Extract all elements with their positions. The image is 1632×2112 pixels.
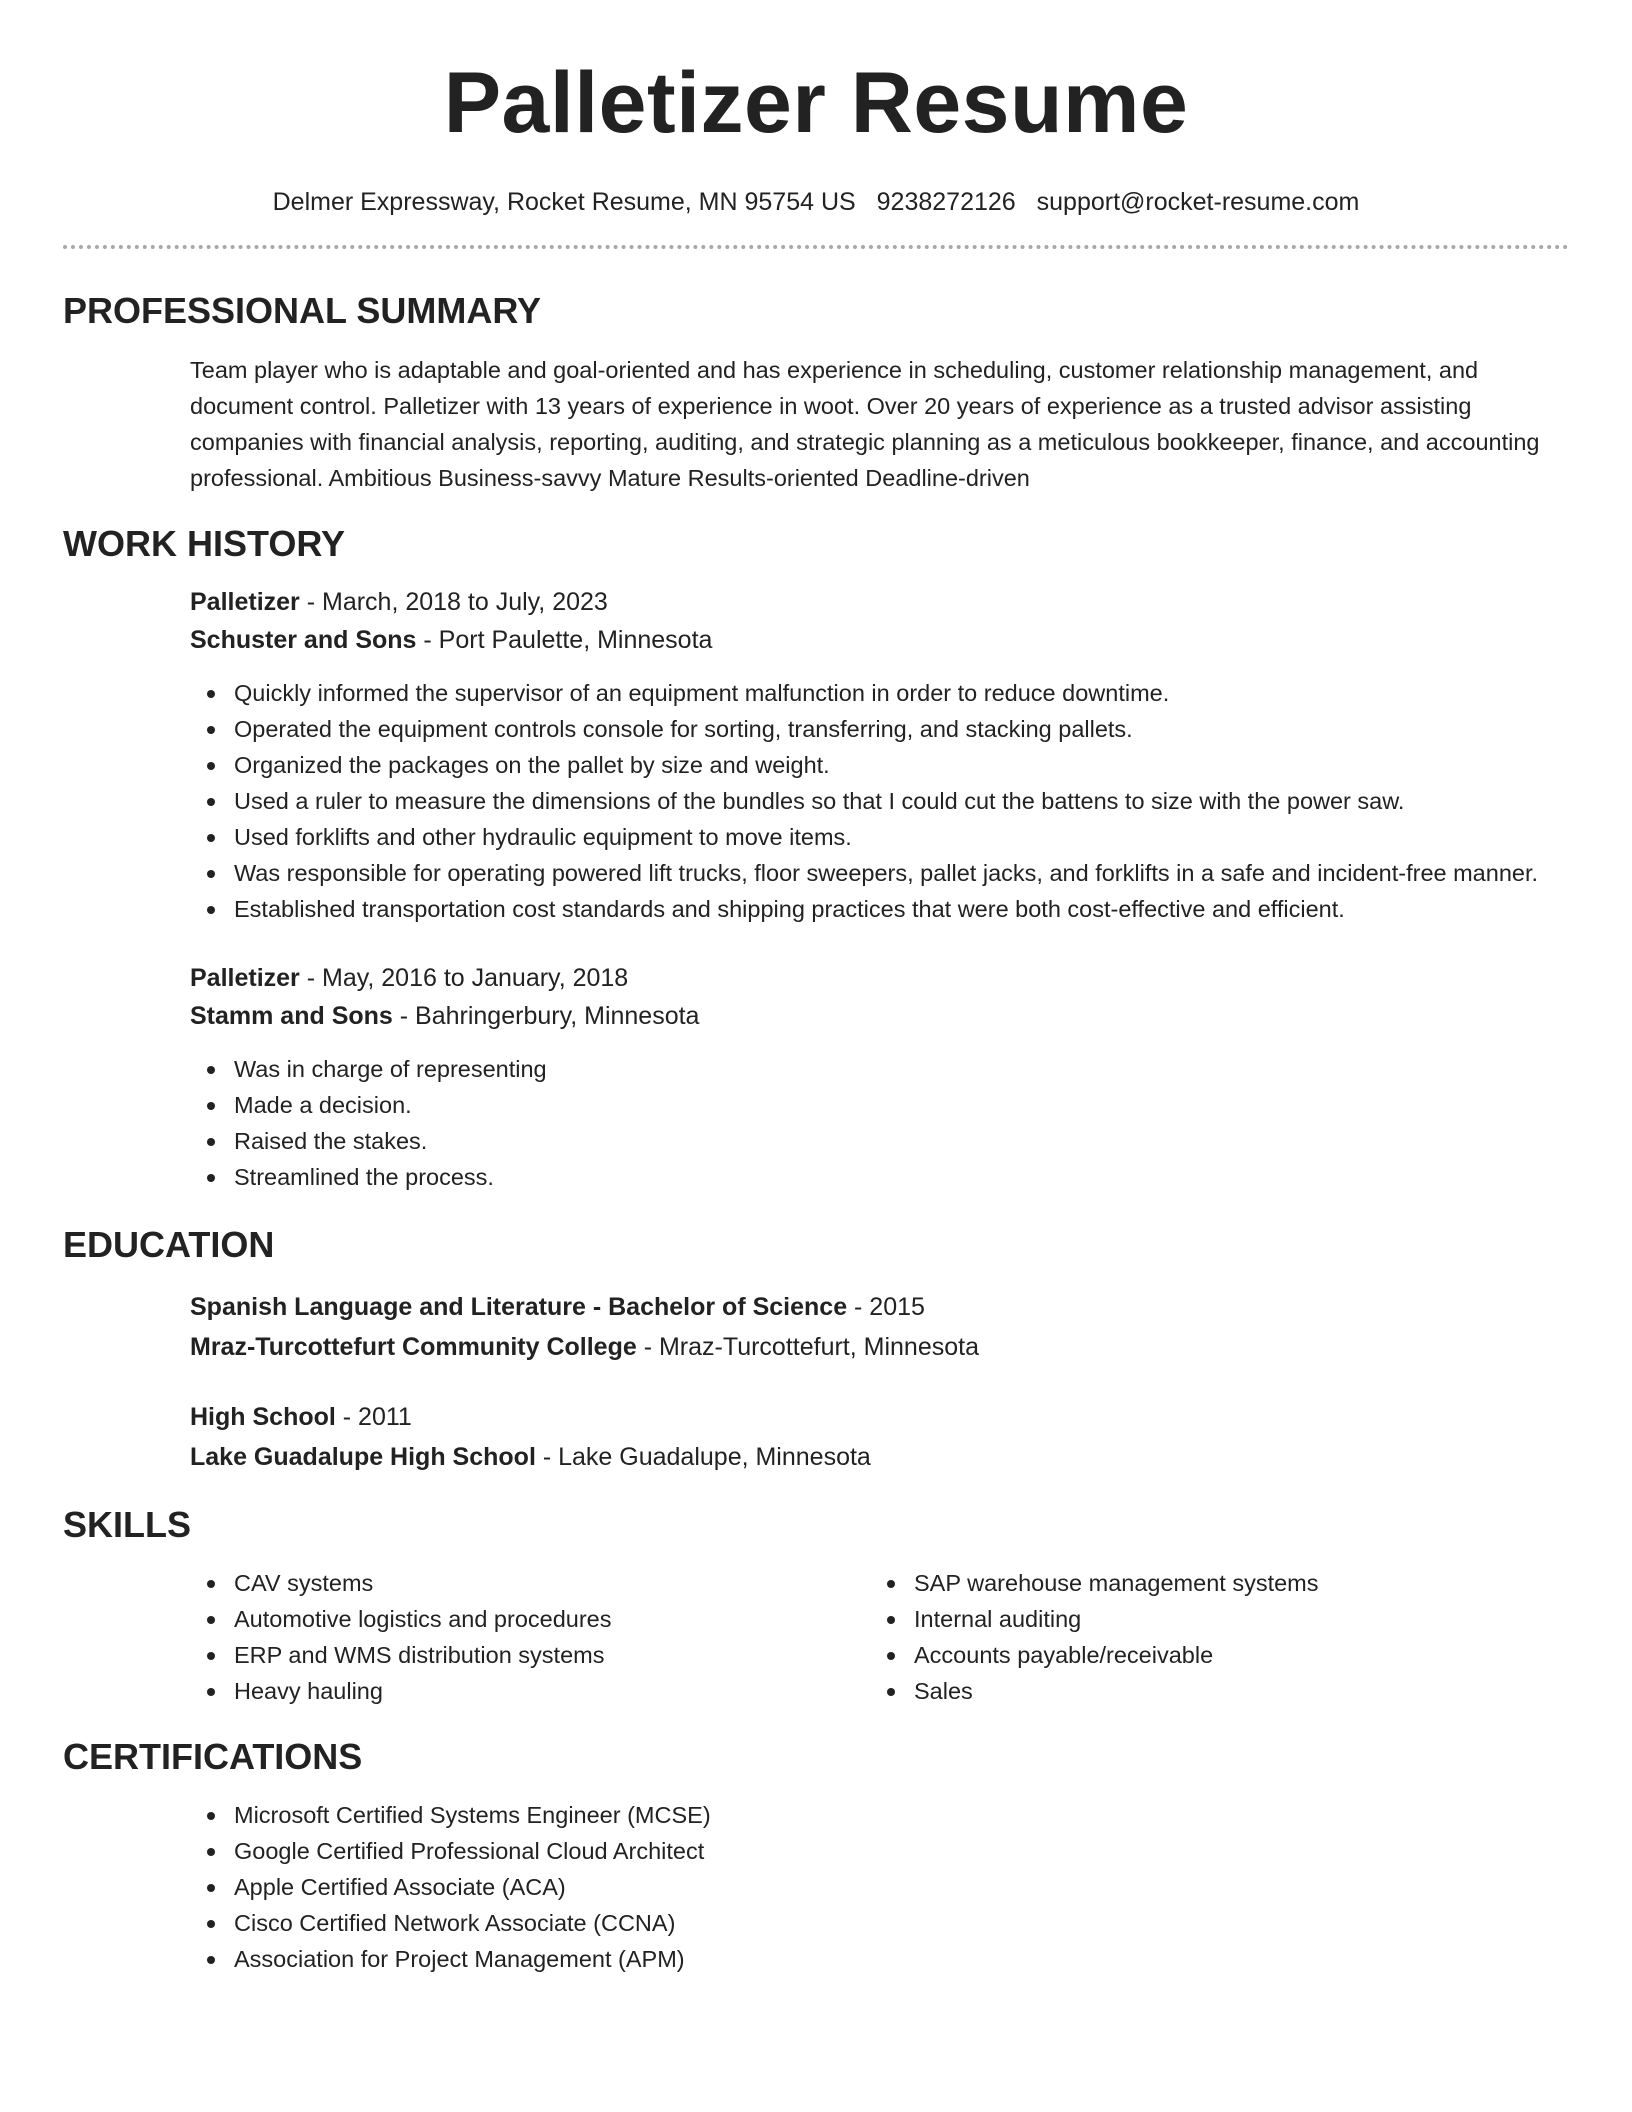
list-item: Was in charge of representing [190, 1051, 1569, 1087]
job-title: Palletizer [190, 964, 300, 992]
job-title-line [190, 959, 1569, 997]
degree: High School [190, 1403, 336, 1431]
job-duties-list [190, 675, 1569, 927]
school-line [190, 1327, 1569, 1367]
degree: Spanish Language and Literature - Bachelor of Science [190, 1293, 848, 1321]
school: Lake Guadalupe High School [190, 1443, 536, 1471]
list-item: Organized the packages on the pallet by size and weight. [190, 747, 1569, 783]
job-entry [190, 583, 1569, 659]
degree-year: - 2011 [335, 1403, 412, 1431]
skills-list-right [870, 1565, 1470, 1709]
header-divider [63, 245, 1569, 249]
list-item: Sales [870, 1673, 1470, 1709]
certifications-heading: CERTIFICATIONS [63, 1736, 363, 1777]
skills-list-left [190, 1565, 870, 1709]
certifications-list [190, 1797, 1569, 1977]
list-item: Streamlined the process. [190, 1159, 1569, 1195]
education-entry [190, 1397, 1569, 1477]
job-location: - Bahringerbury, Minnesota [392, 1002, 700, 1030]
list-item: Apple Certified Associate (ACA) [190, 1869, 1569, 1905]
education-entry [190, 1287, 1569, 1367]
summary-text: Team player who is adaptable and goal-oriented and has experience in scheduling, customer relationship management, and document control. Palletizer with 13 years of experience in woot. Over 20 years of experience as a trusted advisor assisting companies with financial analysis, reporting, auditing, and strategic planning as a meticulous bookkeeper, finance, and accounting professional. Ambitious Business-savvy Mature Results-oriented Deadline-driven [190, 357, 1540, 491]
list-item: Microsoft Certified Systems Engineer (MCSE) [190, 1797, 1569, 1833]
list-item: Made a decision. [190, 1087, 1569, 1123]
resume-title: Palletizer Resume [443, 55, 1189, 151]
skills-grid [190, 1565, 1569, 1709]
list-item: Cisco Certified Network Associate (CCNA) [190, 1905, 1569, 1941]
contact-info [63, 188, 1569, 217]
list-item: Used forklifts and other hydraulic equipment to move items. [190, 819, 1569, 855]
list-item: CAV systems [190, 1565, 870, 1601]
degree-year: - 2015 [847, 1293, 925, 1321]
list-item: Established transportation cost standards and shipping practices that were both cost-effective and efficient. [190, 891, 1569, 927]
education-heading: EDUCATION [63, 1224, 275, 1265]
job-title: Palletizer [190, 588, 300, 616]
list-item: Automotive logistics and procedures [190, 1601, 870, 1637]
job-company: Stamm and Sons [190, 1002, 393, 1030]
degree-line [190, 1287, 1569, 1327]
contact-address: Delmer Expressway, Rocket Resume, MN 95754 US [272, 188, 856, 216]
job-company-line [190, 997, 1569, 1035]
work-history-heading: WORK HISTORY [63, 523, 346, 564]
school: Mraz-Turcottefurt Community College [190, 1333, 637, 1361]
list-item: Raised the stakes. [190, 1123, 1569, 1159]
list-item: SAP warehouse management systems [870, 1565, 1470, 1601]
school-line [190, 1437, 1569, 1477]
job-duties-list [190, 1051, 1569, 1195]
summary-heading: PROFESSIONAL SUMMARY [63, 290, 542, 331]
job-location: - Port Paulette, Minnesota [416, 626, 713, 654]
job-dates: - March, 2018 to July, 2023 [299, 588, 608, 616]
job-title-line [190, 583, 1569, 621]
contact-phone: 9238272126 [876, 188, 1016, 216]
job-entry [190, 959, 1569, 1035]
list-item: Heavy hauling [190, 1673, 870, 1709]
list-item: Used a ruler to measure the dimensions of the bundles so that I could cut the battens to size with the power saw. [190, 783, 1569, 819]
job-company-line [190, 621, 1569, 659]
job-company: Schuster and Sons [190, 626, 417, 654]
list-item: Operated the equipment controls console for sorting, transferring, and stacking pallets. [190, 711, 1569, 747]
job-dates: - May, 2016 to January, 2018 [299, 964, 629, 992]
degree-line [190, 1397, 1569, 1437]
list-item: Google Certified Professional Cloud Architect [190, 1833, 1569, 1869]
contact-email: support@rocket-resume.com [1036, 188, 1360, 216]
list-item: ERP and WMS distribution systems [190, 1637, 870, 1673]
school-location: - Lake Guadalupe, Minnesota [535, 1443, 871, 1471]
school-location: - Mraz-Turcottefurt, Minnesota [636, 1333, 979, 1361]
list-item: Quickly informed the supervisor of an equipment malfunction in order to reduce downtime. [190, 675, 1569, 711]
list-item: Internal auditing [870, 1601, 1470, 1637]
skills-heading: SKILLS [63, 1504, 192, 1545]
list-item: Was responsible for operating powered lift trucks, floor sweepers, pallet jacks, and forklifts in a safe and incident-free manner. [190, 855, 1569, 891]
list-item: Association for Project Management (APM) [190, 1941, 1569, 1977]
list-item: Accounts payable/receivable [870, 1637, 1470, 1673]
